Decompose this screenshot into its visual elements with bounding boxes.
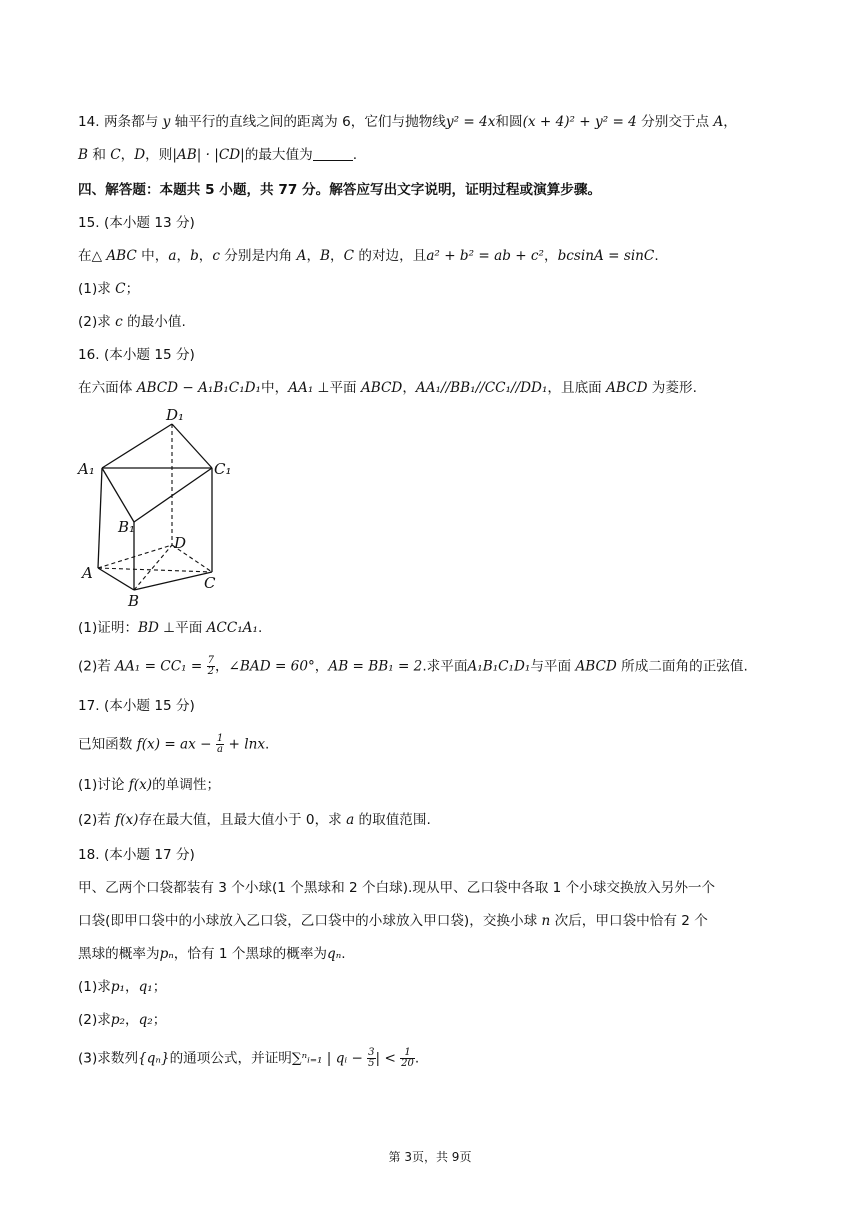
edge-a1-d1 [102, 424, 172, 468]
q18-line2: 口袋(即甲口袋中的小球放入乙口袋，乙口袋中的小球放入甲口袋)，交换小球 n 次后，甲口袋中恰有 2 个 [78, 913, 708, 929]
q18-line1: 甲、乙两个口袋都装有 3 个小球(1 个黑球和 2 个白球).现从甲、乙口袋中各取 1 个小球交换放入另外一个 [78, 880, 716, 896]
q14-line1: 14. 两条都与 y 轴平行的直线之间的距离为 6，它们与抛物线y² = 4x和圆(x + 4)² + y² = 4 分别交于点 A， [78, 114, 737, 130]
hidden-diag-a-c [98, 568, 212, 572]
q14-line2: B 和 C，D，则|AB| · |CD|的最大值为 . [78, 147, 358, 163]
page-footer: 第 3页，共 9页 [388, 1150, 472, 1164]
q18-part3: (3)求数列{qₙ}的通项公式，并证明∑ⁿᵢ₌₁ | qᵢ − $\frac{3}{5}$ | < $\frac{1}{20}$ . [78, 1047, 420, 1069]
hidden-edge-a-d [98, 545, 172, 568]
label-c: C [204, 574, 216, 592]
q16-part1: (1)证明：BD ⊥平面 ACC₁A₁. [78, 620, 263, 636]
fraction-one-over-a: $\frac{1}{a}$ [216, 733, 224, 755]
q18-line3: 黑球的概率为pₙ，恰有 1 个黑球的概率为qₙ. [78, 946, 346, 962]
label-d: D [174, 534, 187, 552]
q16-stem: 在六面体 ABCD − A₁B₁C₁D₁中，AA₁ ⊥平面 ABCD，AA₁//BB₁//CC₁//DD₁，且底面 ABCD 为菱形. [78, 380, 697, 396]
q15-part1: (1)求 C； [78, 281, 140, 297]
q16-part2: (2)若 AA₁ = CC₁ = $\frac{7}{2}$ ，∠BAD = 60°，AB = BB₁ = 2.求平面A₁B₁C₁D₁与平面 ABCD 所成二面角的正弦值. [78, 655, 748, 677]
edge-b1-c1 [134, 468, 212, 522]
q15-stem: 在△ ABC 中，a，b，c 分别是内角 A，B，C 的对边，且a² + b² = ab + c²，bcsinA = sinC. [78, 248, 659, 264]
q18-part2: (2)求p₂，q₂； [78, 1012, 167, 1028]
hexahedron-figure [74, 400, 244, 612]
parabola-equation: y² = 4x [445, 114, 496, 130]
answer-blank [313, 146, 353, 161]
section-heading: 四、解答题：本题共 5 小题，共 77 分。解答应写出文字说明，证明过程或演算步骤。 [78, 182, 602, 198]
fraction-three-fifths: $\frac{3}{5}$ [368, 1047, 375, 1069]
label-c1: C₁ [214, 460, 232, 478]
edge-d1-c1 [172, 424, 212, 468]
edge-a1-a [98, 468, 102, 568]
label-a: A [82, 564, 93, 582]
label-d1: D₁ [166, 406, 185, 424]
label-b1: B₁ [118, 518, 136, 536]
q15-header: 15. (本小题 13 分) [78, 215, 195, 231]
label-b: B [128, 592, 140, 610]
q17-stem: 已知函数 f(x) = ax − $\frac{1}{a}$ + lnx. [78, 733, 270, 755]
edge-b-c [134, 572, 212, 590]
fraction-one-twentieth: $\frac{1}{20}$ [401, 1047, 414, 1069]
q17-part1: (1)讨论 f(x)的单调性； [78, 777, 221, 793]
fraction-seven-halves: $\frac{7}{2}$ [207, 655, 214, 677]
q15-part2: (2)求 c 的最小值. [78, 314, 186, 330]
edge-a-b [98, 568, 134, 590]
q17-part2: (2)若 f(x)存在最大值，且最大值小于 0，求 a 的取值范围. [78, 812, 431, 828]
edge-a1-b1 [102, 468, 134, 522]
q18-header: 18. (本小题 17 分) [78, 847, 195, 863]
label-a1: A₁ [78, 460, 95, 478]
q16-header: 16. (本小题 15 分) [78, 347, 195, 363]
hidden-diag-b-d [134, 545, 172, 590]
q17-header: 17. (本小题 15 分) [78, 698, 195, 714]
q18-part1: (1)求p₁，q₁； [78, 979, 167, 995]
circle-equation: (x + 4)² + y² = 4 [522, 114, 637, 130]
